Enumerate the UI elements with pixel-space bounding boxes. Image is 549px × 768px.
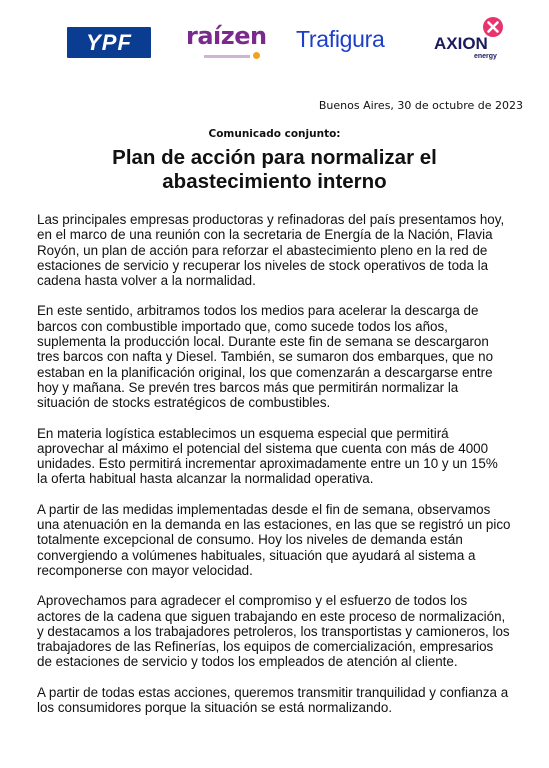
text-line: de estaciones de servicio y todos los empleados de atención al cliente. [37,654,458,670]
raizen-sun-icon [253,52,260,59]
text-line: A partir de las medidas implementadas desde el fin de semana, observamos [37,501,491,517]
axion-x-icon [482,16,504,38]
trafigura-logo-text: Trafigura [296,26,385,52]
raizen-logo-text: raízen [186,22,267,50]
text-line: barcos con combustible importado que, como sucede todos los años, [37,318,448,334]
text-line: en el marco de una reunión con la secretaria de Energía de la Nación, Flavia [37,227,493,243]
trafigura-logo [296,26,384,53]
logo-bar [0,0,549,80]
text-line: la oferta habitual hasta alcanzar la normalidad operativa. [37,471,374,487]
text-line: Royón, un plan de acción para reforzar el abastecimiento pleno en la red de [37,242,488,258]
document-kicker: Comunicado conjunto: [208,128,341,140]
text-line: suplementa la producción local. Durante este fin de semana se descargaron [37,334,489,350]
text-line: convergiendo a volúmenes habituales, situación que ayudará al sistema a [37,547,476,563]
body-paragraph [37,426,525,487]
raizen-logo [186,22,266,64]
document-title [0,146,549,194]
text-line: Las principales empresas productoras y refinadoras del país presentamos hoy, [37,212,505,227]
document-title-line: abastecimiento interno [162,170,387,193]
document-body [37,212,525,730]
text-line: Aprovechamos para agradecer el compromiso y el esfuerzo de todos los [37,593,468,609]
axion-logo [434,16,514,64]
text-line: A partir de todas estas acciones, queremos transmitir tranquilidad y confianza a [37,684,509,700]
body-paragraph [37,303,525,410]
text-line: recomponerse con mayor velocidad. [37,562,253,578]
body-paragraph [37,502,525,578]
body-paragraph [37,593,525,669]
text-line: estaciones de servicio y recuperar los niveles de stock operativos de toda la [37,257,489,273]
text-line: unidades. Esto permitirá incrementar aproximadamente entre un 10 y un 15% [37,456,498,472]
body-paragraph [37,685,525,716]
text-line: actores de la cadena que siguen trabajando en este proceso de normalización, [37,608,506,624]
text-line: hoy y mañana. Se prevén tres barcos más que permitirán normalizar la [37,379,459,395]
body-paragraph [37,212,525,288]
axion-logo-text: AXION [434,34,488,53]
dateline: Buenos Aires, 30 de octubre de 2023 [318,99,523,112]
text-line: totalmente excepcional de consumo. Hoy los niveles de demanda están [37,532,463,548]
text-line: los consumidores porque la situación se está normalizando. [37,700,393,716]
text-line: cadena hasta volver a la normalidad. [37,273,256,289]
text-line: y destacamos a los trabajadores petroleros, los transportistas y camioneros, los [37,623,510,639]
text-line: una atenuación en la demanda en las estaciones, en las que se registró un pico [37,517,511,533]
ypf-logo-text: YPF [86,29,132,55]
text-line: situación de stocks estratégicos de combustibles. [37,395,331,411]
text-line: aprovechar al máximo el potencial del sistema que cuenta con más de 4000 [37,440,489,456]
ypf-logo [67,27,151,58]
document-title-line: Plan de acción para normalizar el [112,146,437,169]
text-line: tres barcos con nafta y Diesel. También, se sumaron dos embarques, que no [37,349,494,365]
text-line: En materia logística establecimos un esquema especial que permitirá [37,425,449,441]
text-line: trabajadores de las Refinerías, los equipos de comercialización, empresarios [37,639,494,655]
text-line: estaban en la planificación original, los que comenzarán a descargarse entre [37,364,493,380]
axion-logo-subtext: energy [474,53,497,60]
text-line: En este sentido, arbitramos todos los medios para acelerar la descarga de [37,303,479,319]
raizen-tagline-mark [204,55,250,58]
